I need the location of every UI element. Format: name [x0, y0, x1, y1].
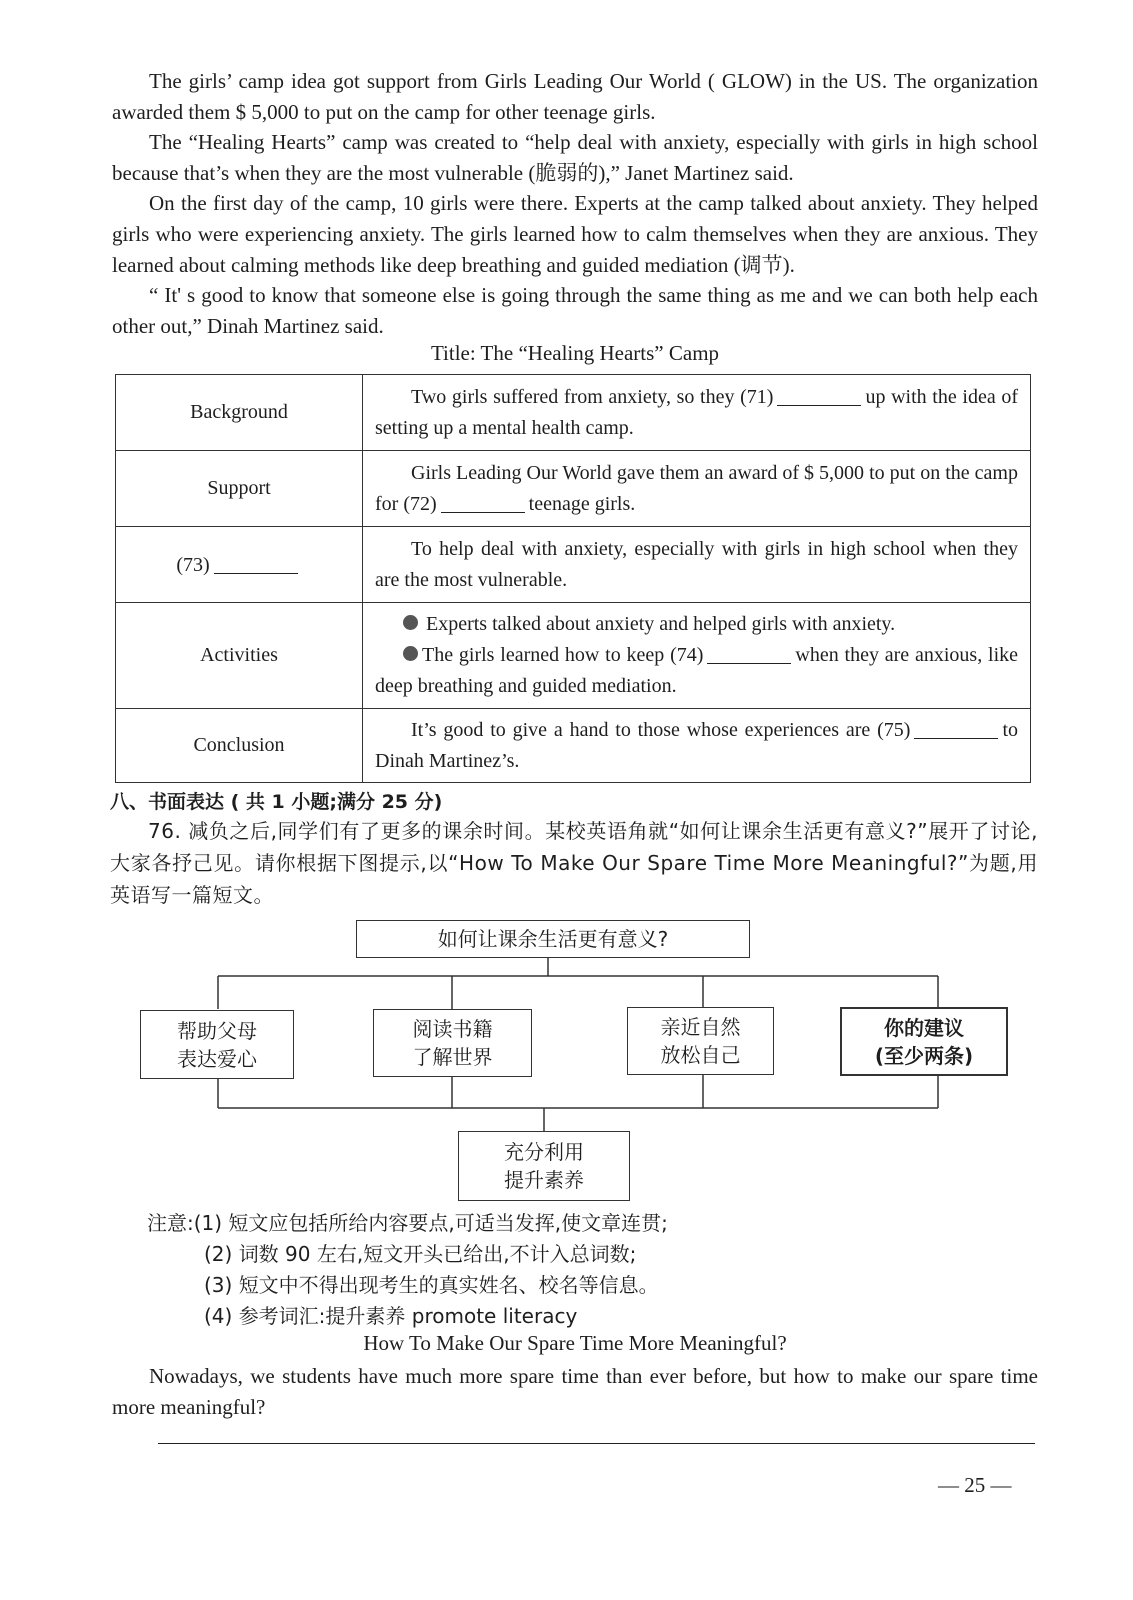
purpose-text: To help deal with anxiety, especially with girls in high school when they are the most vulnerable. — [375, 537, 1018, 591]
passage-paragraph-1: The girls’ camp idea got support from Girls Leading Our World ( GLOW) in the US. The organization awarded them $ 5,000 to put on the camp for other teenage girls. — [112, 69, 1038, 124]
diagram-box-read-books — [373, 1009, 532, 1077]
background-text: Two girls suffered from anxiety, so they (71) — [411, 385, 774, 408]
row-label: Conclusion — [116, 709, 363, 783]
row-label: Support — [116, 451, 363, 527]
box-line: 提升素养 — [504, 1168, 584, 1192]
note-4: (4) 参考词汇:提升素养 promote literacy — [204, 1304, 578, 1328]
passage-paragraph-2: The “Healing Hearts” camp was created to “help deal with anxiety, especially with girls in high school because that’s when they are the most vulnerable (脆弱的),” Janet Martinez said. — [112, 130, 1038, 185]
box-line: 亲近自然 — [660, 1015, 741, 1039]
diagram-bottom-box — [458, 1131, 630, 1201]
box-line: 帮助父母 — [177, 1018, 257, 1043]
note-1: 注意:(1) 短文应包括所给内容要点,可适当发挥,使文章连贯; — [147, 1211, 668, 1235]
conclusion-text-end: to Dinah Martinez’s. — [375, 718, 1018, 772]
passage-paragraph-3: On the first day of the camp, 10 girls were there. Experts at the camp talked about anxiety. They helped girls who were experiencing anxiety. The girls learned how to calm themselves when they are anxious. They learned about calming methods like deep breathing and guided mediation (调节). — [112, 191, 1038, 277]
box-line: 了解世界 — [412, 1045, 493, 1069]
note-3: (3) 短文中不得出现考生的真实姓名、校名等信息。 — [204, 1273, 659, 1297]
background-text-end: up with the idea of setting up a mental health camp. — [375, 385, 1018, 439]
conclusion-text: It’s good to give a hand to those whose experiences are (75) — [411, 718, 911, 741]
box-line: 充分利用 — [504, 1140, 584, 1164]
activity-2-end: when they are anxious, like deep breathing and guided mediation. — [375, 644, 1018, 697]
box-line: 表达爱心 — [177, 1046, 257, 1071]
box-line: 你的建议 — [884, 1015, 964, 1040]
essay-opening: Nowadays, we students have much more spare time than ever before, but how to make our spare time more meaningful? — [112, 1364, 1038, 1419]
support-text: Girls Leading Our World gave them an award of $ 5,000 to put on the camp for (72) — [375, 461, 1018, 515]
diagram-box-your-suggestion — [840, 1007, 1008, 1076]
essay-title: How To Make Our Spare Time More Meaningful? — [363, 1331, 787, 1355]
notes-list — [147, 1208, 668, 1332]
box-line: (至少两条) — [874, 1043, 974, 1068]
section-heading: 八、书面表达 ( 共 1 小题;满分 25 分) — [110, 791, 443, 813]
diagram-box-nature — [627, 1007, 774, 1075]
page-number: — 25 — — [938, 1473, 1012, 1497]
writing-line[interactable] — [158, 1443, 1035, 1444]
question-76-prompt: 76. 减负之后,同学们有了更多的课余时间。某校英语角就“如何让课余生活更有意义?”展开了讨论,大家各抒己见。请你根据下图提示,以“How To Make Our Spare Time More Meaningful?”为题,用英语写一篇短文。 — [110, 819, 1038, 907]
diagram-box-help-parents — [140, 1010, 294, 1079]
label-73: (73) — [176, 553, 210, 576]
support-text-end: teenage girls. — [528, 492, 636, 515]
box-line: 阅读书籍 — [412, 1017, 493, 1041]
note-2: (2) 词数 90 左右,短文开头已给出,不计入总词数; — [204, 1242, 637, 1266]
activity-2: The girls learned how to keep (74) — [422, 644, 704, 666]
passage-paragraph-4: “ It' s good to know that someone else is going through the same thing as me and we can both help each other out,” Dinah Martinez said. — [112, 283, 1038, 338]
box-line: 放松自己 — [660, 1043, 741, 1067]
diagram-top-box — [356, 920, 750, 958]
diagram-top-text: 如何让课余生活更有意义? — [437, 927, 669, 951]
table-title: Title: The “Healing Hearts” Camp — [430, 341, 720, 365]
row-label: Activities — [116, 603, 363, 709]
row-label: Background — [116, 375, 363, 451]
activity-1: Experts talked about anxiety and helped girls with anxiety. — [426, 613, 896, 635]
